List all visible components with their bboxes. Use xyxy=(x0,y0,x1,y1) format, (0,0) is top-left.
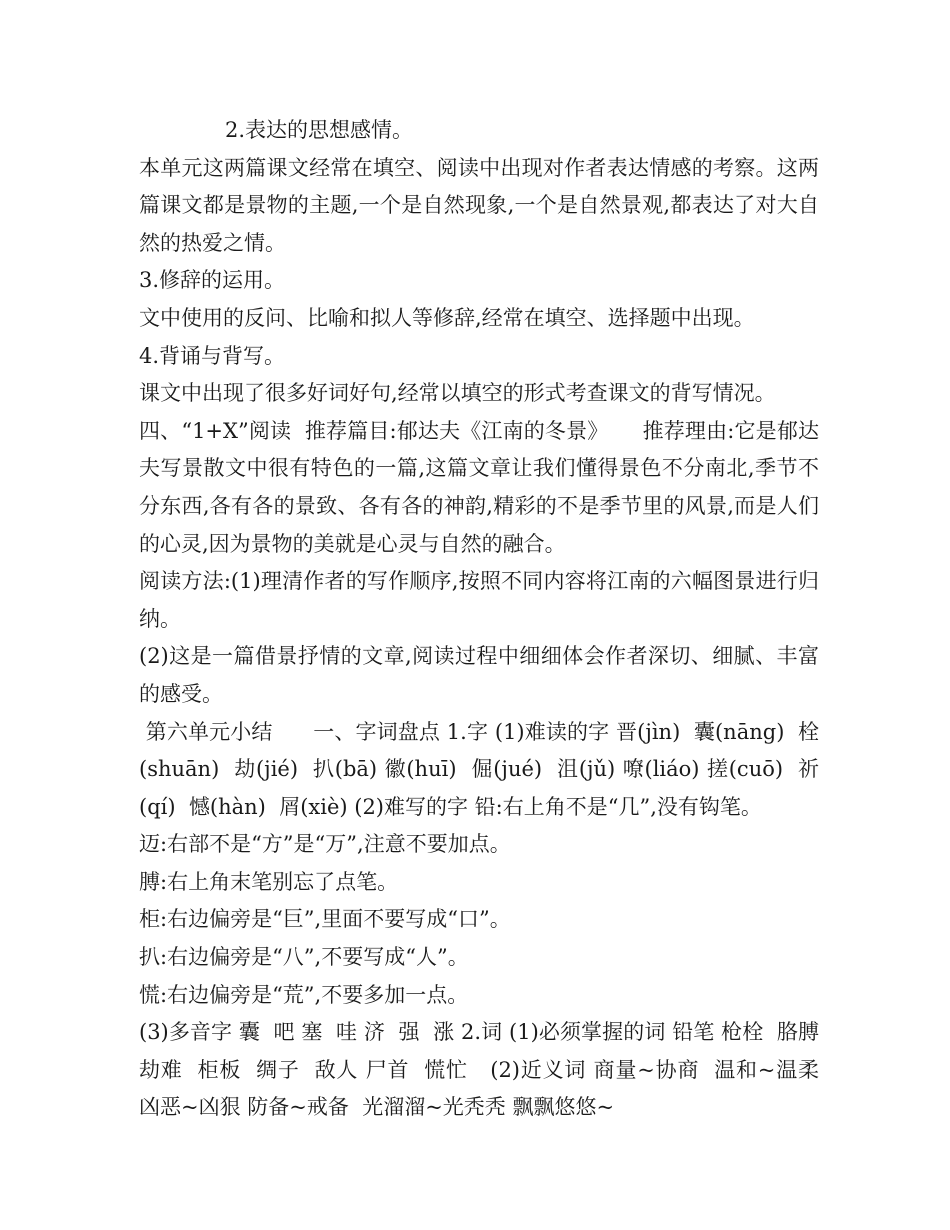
text-line-character-note: 柜:右边偏旁是“巨”,里面不要写成“口”。 xyxy=(139,907,511,932)
text-line-section-3: 3.修辞的运用。 xyxy=(139,268,286,293)
text-line-recommended-reading: 四、“1+X”阅读 推荐篇目:郁达夫《江南的冬景》 推荐理由:它是郁达夫写景散文中很有特色的一篇,这篇文章让我们懂得景色不分南北,季节不分东西,各有各的景致、各有各的神韵,精彩的不是季节里的风景,而是人们的心灵,因为景物的美就是心灵与自然的融合。 xyxy=(139,418,819,556)
text-line-character-note: 扒:右边偏旁是“八”,不要写成“人”。 xyxy=(139,945,469,970)
text-line-reading-method-2: (2)这是一篇借景抒情的文章,阅读过程中细细体会作者深切、细腻、丰富的感受。 xyxy=(139,644,819,706)
text-line-paragraph: 本单元这两篇课文经常在填空、阅读中出现对作者表达情感的考察。这两篇课文都是景物的主题,一个是自然现象,一个是自然景观,都表达了对大自然的热爱之情。 xyxy=(139,155,819,255)
text-line-unit-six-summary: 第六单元小结 一、字词盘点 1.字 (1)难读的字 晋(jìn) 囊(nāng) 栓(shuān) 劫(jié) 扒(bā) 徽(huī) 倔(jué) 沮(jǔ) 嘹(liáo) 搓(cuō) 祈(qí) 憾(hàn) 屑(xiè) (2)难写的字 铅:右上角不是“几”,没有钩笔。 xyxy=(139,719,819,819)
text-line-section-2: 2.表达的思想感情。 xyxy=(225,118,414,142)
text-line-character-note: 迈:右部不是“方”是“万”,注意不要加点。 xyxy=(139,832,511,857)
text-line-section-4: 4.背诵与背写。 xyxy=(139,343,286,368)
text-line-paragraph: 课文中出现了很多好词好句,经常以填空的形式考查课文的背写情况。 xyxy=(139,381,776,406)
text-line-vocabulary: (3)多音字 囊 吧 塞 哇 济 强 涨 2.词 (1)必须掌握的词 铅笔 枪栓 胳膊 劫难 柜板 绸子 敌人 尸首 慌忙 (2)近义词 商量~协商 温和~温柔 凶恶~凶狠 防备~戒备 光溜溜~光秃秃 飘飘悠悠~ xyxy=(139,1020,833,1120)
text-line-character-note: 慌:右边偏旁是“荒”,不要多加一点。 xyxy=(139,982,469,1007)
text-line-paragraph: 文中使用的反问、比喻和拟人等修辞,经常在填空、选择题中出现。 xyxy=(139,305,755,330)
text-line-reading-method: 阅读方法:(1)理清作者的写作顺序,按照不同内容将江南的六幅图景进行归纳。 xyxy=(139,569,819,631)
text-line-character-note: 膊:右上角末笔别忘了点笔。 xyxy=(139,869,399,894)
document-body xyxy=(139,112,833,1127)
